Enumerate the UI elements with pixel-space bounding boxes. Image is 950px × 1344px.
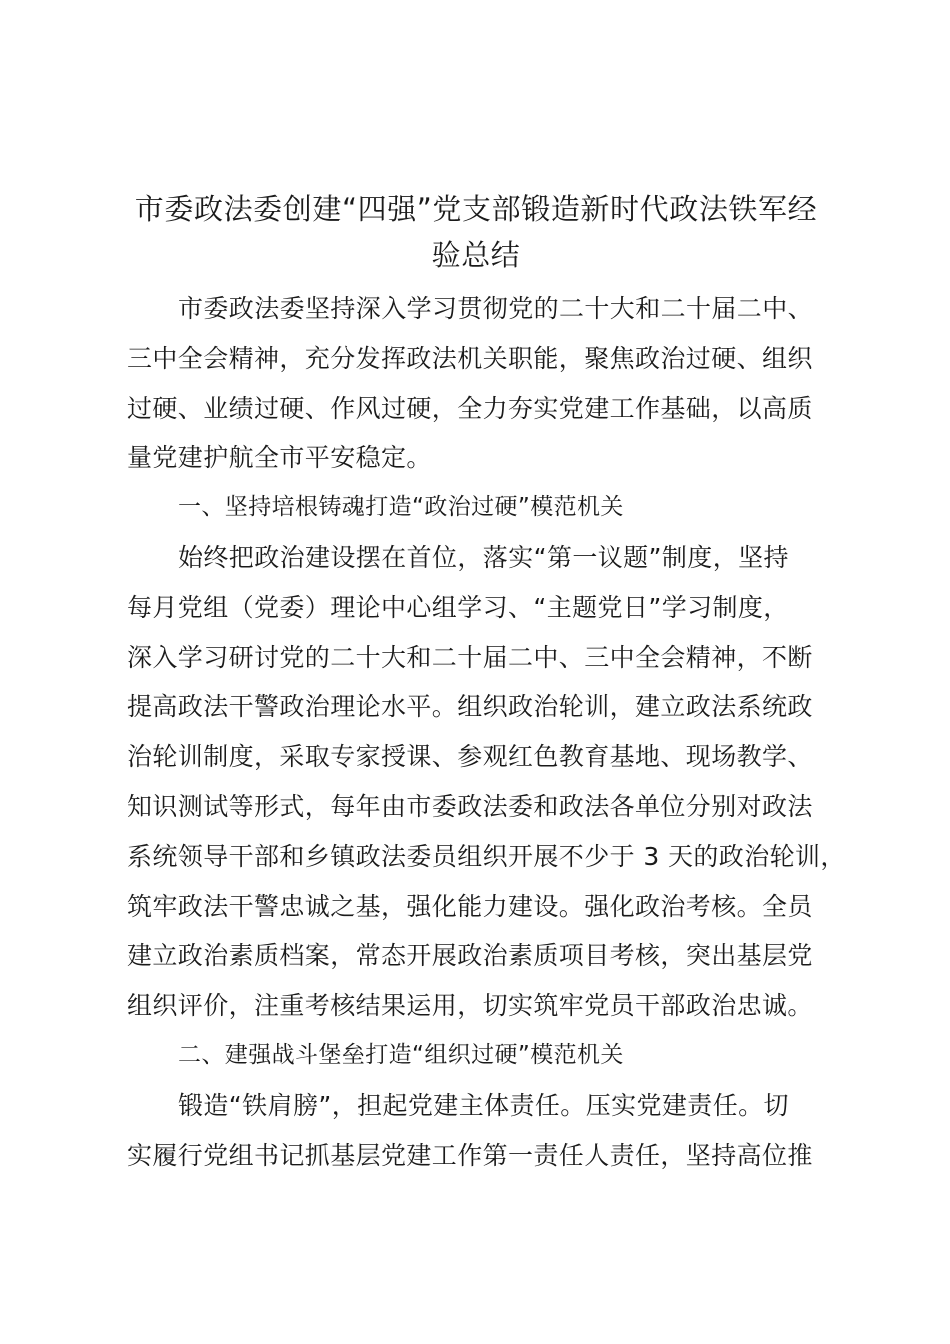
section-heading: 二、建强战斗堡垒打造“组织过硬”模范机关	[178, 1041, 624, 1068]
paragraph-line: 过硬、业绩过硬、作风过硬，全力夯实党建工作基础，以高质	[127, 393, 813, 423]
paragraph-line: 筑牢政法干警忠诚之基，强化能力建设。强化政治考核。全员	[127, 891, 813, 921]
section-heading: 一、坚持培根铸魂打造“政治过硬”模范机关	[178, 494, 624, 521]
paragraph-line: 知识测试等形式，每年由市委政法委和政法各单位分别对政法	[127, 791, 813, 821]
paragraph-line: 建立政治素质档案，常态开展政治素质项目考核，突出基层党	[127, 941, 813, 971]
paragraph-line: 锻造“铁肩膀”，担起党建主体责任。压实党建责任。切	[178, 1090, 789, 1120]
paragraph-line: 深入学习研讨党的二十大和二十届二中、三中全会精神，不断	[127, 642, 813, 672]
paragraph-line: 每月党组（党委）理论中心组学习、“主题党日”学习制度，	[127, 592, 789, 622]
document-body	[127, 284, 846, 1180]
title-line-2: 验总结	[431, 238, 521, 272]
title-line-1: 市委政法委创建“四强”党支部锻造新时代政法铁军经	[134, 192, 818, 226]
paragraph-line: 量党建护航全市平安稳定。	[127, 443, 432, 473]
paragraph-line: 市委政法委坚持深入学习贯彻党的二十大和二十届二中、	[178, 294, 814, 323]
paragraph-line: 三中全会精神，充分发挥政法机关职能，聚焦政治过硬、组织	[127, 343, 813, 373]
paragraph-line: 提高政法干警政治理论水平。组织政治轮训，建立政法系统政	[127, 692, 813, 722]
paragraph-line: 系统领导干部和乡镇政法委员组织开展不少于 3 天的政治轮训，	[127, 841, 846, 871]
document-title	[118, 186, 834, 278]
paragraph-line: 始终把政治建设摆在首位，落实“第一议题”制度，坚持	[178, 542, 789, 572]
paragraph-line: 组织评价，注重考核结果运用，切实筑牢党员干部政治忠诚。	[127, 991, 813, 1021]
paragraph-line: 实履行党组书记抓基层党建工作第一责任人责任，坚持高位推	[127, 1140, 813, 1170]
paragraph-line: 治轮训制度，采取专家授课、参观红色教育基地、现场教学、	[127, 742, 813, 772]
